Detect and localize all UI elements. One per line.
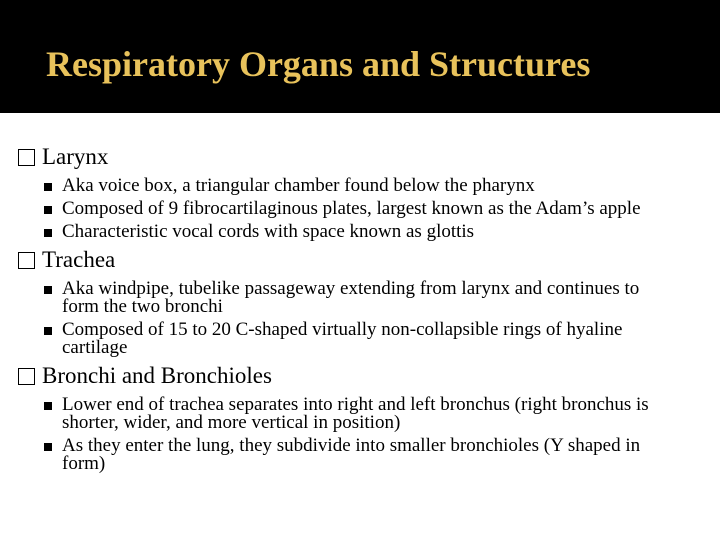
section-heading: [0, 243, 720, 277]
square-bullet-icon: [44, 327, 52, 335]
section-heading-text: Trachea: [42, 247, 116, 272]
list-item: [0, 197, 658, 220]
square-bullet-icon: [44, 206, 52, 214]
list-item: [0, 174, 658, 197]
list-item-text: Composed of 9 fibrocartilaginous plates, largest known as the Adam’s apple: [62, 198, 641, 219]
checkbox-bullet-icon: [18, 368, 35, 385]
list-item: [0, 393, 658, 434]
list-item-text: Characteristic vocal cords with space known as glottis: [62, 221, 475, 242]
square-bullet-icon: [44, 183, 52, 191]
list-item-text: Aka voice box, a triangular chamber found below the pharynx: [62, 175, 535, 196]
section-heading: [0, 359, 720, 393]
list-item-text: Lower end of trachea separates into right and left bronchus (right bronchus is shorter, wider, and more vertical in position): [62, 394, 649, 433]
slide-title: Respiratory Organs and Structures: [46, 44, 591, 84]
list-item: [0, 318, 658, 359]
slide-content: [0, 140, 720, 475]
list-item: [0, 220, 658, 243]
list-item: [0, 277, 658, 318]
section-bronchi: [0, 359, 720, 475]
list-item-text: Composed of 15 to 20 C-shaped virtually non-collapsible rings of hyaline cartilage: [62, 319, 623, 358]
square-bullet-icon: [44, 443, 52, 451]
section-larynx: [0, 140, 720, 243]
list-item: [0, 434, 658, 475]
list-item-text: Aka windpipe, tubelike passageway extending from larynx and continues to form the two bronchi: [62, 278, 640, 317]
square-bullet-icon: [44, 229, 52, 237]
section-heading-text: Bronchi and Bronchioles: [42, 363, 272, 388]
checkbox-bullet-icon: [18, 252, 35, 269]
square-bullet-icon: [44, 286, 52, 294]
section-trachea: [0, 243, 720, 359]
list-item-text: As they enter the lung, they subdivide into smaller bronchioles (Y shaped in form): [62, 435, 641, 474]
square-bullet-icon: [44, 402, 52, 410]
section-heading-text: Larynx: [42, 144, 109, 169]
checkbox-bullet-icon: [18, 149, 35, 166]
section-heading: [0, 140, 720, 174]
